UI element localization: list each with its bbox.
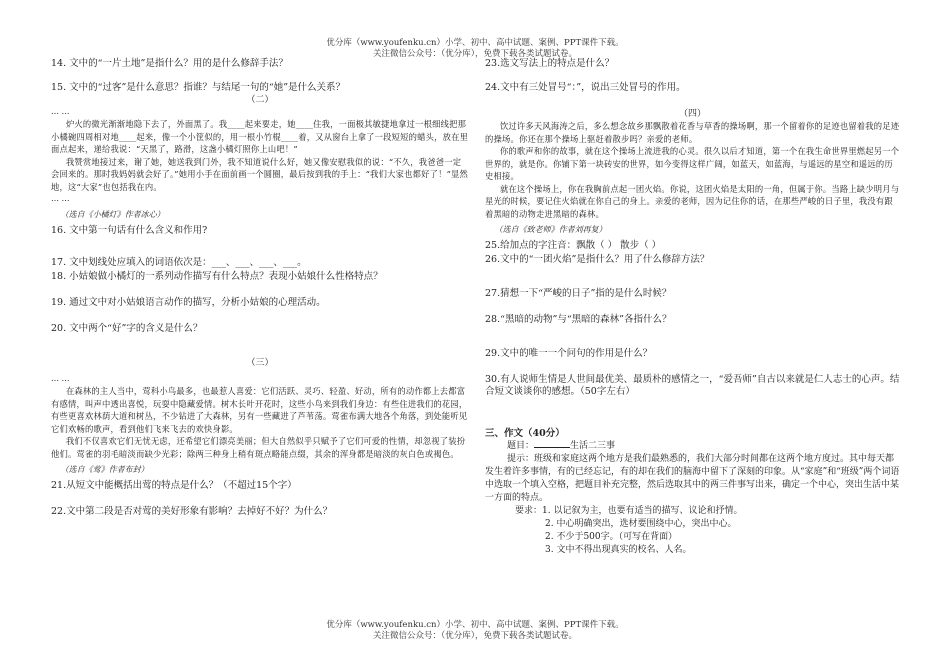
question-20: 20. 文中两个“好”字的含义是什么？: [51, 323, 203, 334]
passage-4-paragraph-1: 饮过许多天风海涛之后，多么想念故乡那飘散着花香与草香的操场啊，那一个留着你的足迹也留着我的足迹的操场。你还在那个操场上驱赶着散步吗？亲爱的老师。: [485, 121, 900, 144]
ellipsis: … …: [51, 194, 70, 203]
passage-3-paragraph-1: 在森林的主人当中，莺科小鸟最多，也最惹人喜爱：它们活跃、灵巧、轻盈、好动，所有的动作都上去都富有感情，叫声中透出喜悦，玩耍中隐藏爱情。树木长叶开花时，这些小鸟来到我们身边：有些住进我们的花园，有些更喜欢林荫大道和树丛，不少钻进了大森林，另有一些藏进了芦苇荡。莺雀布满大地各个角落，到处能听见它们欢畅的歌声，看到他们飞来飞去的欢快身影。: [51, 386, 468, 434]
page-footer: [0, 620, 950, 642]
essay-title-rest: 生活二三事: [570, 441, 616, 451]
question-28: 28.“黑暗的动物”与“黑暗的森林”各指什么？: [485, 314, 672, 325]
footer-line-1: 优分库（www.youfenku.cn）小学、初中、高中试题、案例、PPT课件下载。: [326, 620, 624, 630]
question-16: 16. 文中第一句话有什么含义和作用?: [51, 225, 208, 236]
header-line-1: 优分库（www.youfenku.cn）小学、初中、高中试题、案例、PPT课件下载。: [326, 38, 624, 48]
essay-hint: 提示：班级和家庭这两个地方是我们最熟悉的，我们大部分时间都在这两个地方度过。其中每天都发生着许多事情，有的已经忘记，有的却在我们的脑海中留下了深刻的印象。从“家庭”和“班级”两个词语中选取一个填入空格，把题目补充完整，然后选取其中的两三件事写出来，确定一个中心，突出生活中某一方面的特点。: [485, 454, 900, 503]
question-25: 25.给加点的字注音：飘散（ ） 散步（ ）: [485, 240, 662, 251]
question-27: 27.猜想一下“严峻的日子”指的是什么时候？: [485, 288, 672, 299]
question-14: 14. 文中的“一片土地”是指什么？用的是什么修辞手法？: [51, 58, 288, 69]
question-29: 29.文中的唯一一个问句的作用是什么？: [485, 348, 653, 359]
footer-line-2: 关注微信公众号：（优分库），免费下载各类试题试卷。: [372, 631, 577, 641]
left-column: [51, 56, 469, 518]
essay-requirement-4: 3. 文中不得出现真实的校名、人名。: [545, 545, 692, 555]
ellipsis: … …: [51, 107, 70, 116]
passage-4-paragraph-2: 你的歌声和你的故事，就在这个操场上流进我的心灵。很久以后才知道，第一个在我生命世界里燃起另一个世界的，就是你。你铺下第一块砖安的世界，如今变得这样广阔，如蓝天，如蓝海，与遥远的星空和遥远的历史相接。: [485, 146, 900, 181]
question-18: 18. 小姑娘做小橘灯的一系列动作描写有什么特点？表现小姑娘什么性格特点？: [51, 271, 383, 282]
right-column: [485, 56, 900, 557]
essay-requirement-3: 2. 不少于500字。（可写在背面）: [545, 532, 678, 542]
essay-title-row: [485, 440, 900, 453]
section-essay-heading: 三、作文（40分）: [485, 428, 565, 439]
passage-3-paragraph-2: 我们不仅喜欢它们无忧无虑，还希望它们漂亮美丽；但大自然似乎只赋予了它们可爱的性情，却忽视了装扮他们。莺雀的羽毛暗淡而缺少光彩；除两三种身上稍有斑点略能点缀，其余的浑身都是暗淡的灰白色或褐色。: [51, 436, 466, 459]
essay-title-label: 题目：: [507, 441, 535, 451]
passage-4-source: （选自《致老师》作者刘再复）: [494, 225, 607, 234]
passage-4-paragraph-3: 就在这个操场上，你在我胸前点起一团火焰。你说，这团火焰是太阳的一角，但属于你。当路上缺少明月与星光的时候，要记住火焰就在你自己的身上。亲爱的老师，因为记住你的话，在那些严峻的日子里，我没有跟着黑暗的动物走进黑暗的森林。: [485, 183, 900, 219]
header-line-2: 关注微信公众号：（优分库），免费下载各类试题试卷。: [372, 49, 577, 59]
question-23: 23.选文写法上的特点是什么？: [485, 58, 615, 69]
question-24: 24.文中有三处冒号“：”，说出三处冒号的作用。: [485, 82, 686, 93]
question-22: 22.文中第二段是否对莺的美好形象有影响？去掉好不好？为什么？: [51, 506, 333, 517]
passage-2-paragraph-1: 炉火的微光渐渐地隐下去了，外面黑了。我____起来要走，她____住我，一面极其敏捷地拿过一根细线把那小橘碗四周相对地____起来，像一个小筐似的，用一根小竹棍____着，又从窗台上拿了一段短短的蜡头，放在里面点起来，递给我说：“天黑了，路滑，这盏小橘灯照你上山吧！”: [51, 119, 469, 154]
essay-requirement-1: 要求：1. 以记叙为主，也要有适当的描写、议论和抒情。: [515, 506, 743, 516]
passage-3-source: （选自《莺》作者布封）: [60, 465, 149, 474]
passage-2-source: （选自《小橘灯》作者冰心）: [60, 210, 165, 219]
question-21: 21.从短文中能概括出莺的特点是什么？（不超过15个字）: [51, 480, 297, 491]
question-30: 30.有人说师生情是人世间最优美、最质朴的感情之一，“爱吾师”自古以来就是仁人志士的心声。结合短文谈谈你的感想。（50字左右）: [485, 374, 900, 397]
question-15: 15. 文中的“过客”是什么意思？指谁？与结尾一句的“她”是什么关系？: [51, 82, 346, 93]
essay-title-blank[interactable]: [534, 447, 570, 448]
ellipsis: … …: [51, 374, 70, 383]
question-17: 17. 文中划线处应填入的词语依次是：___、___、___、___。: [51, 257, 307, 268]
passage-2-paragraph-2: 我赞赏地接过来，谢了她，她送我到门外，我不知道说什么好，她又像安慰我似的说：“不久，我爸爸一定会回来的。那时我妈妈就会好了。”她用小手在面前画一个圆圈，最后按到我的手上：“我们大家也都好了！”显然地，这“大家”也包括我在内。: [51, 156, 469, 192]
question-19: 19. 通过文中对小姑娘语言动作的描写，分析小姑娘的心理活动。: [51, 297, 326, 308]
section-4-heading: （四）: [678, 109, 706, 119]
section-3-heading: （三）: [246, 358, 274, 368]
question-26: 26.文中的“一团火焰”是指什么？用了什么修辞方法？: [485, 254, 710, 265]
essay-requirement-2: 2. 中心明确突出，选材要围绕中心，突出中心。: [545, 519, 737, 529]
section-2-heading: （二）: [246, 95, 274, 105]
